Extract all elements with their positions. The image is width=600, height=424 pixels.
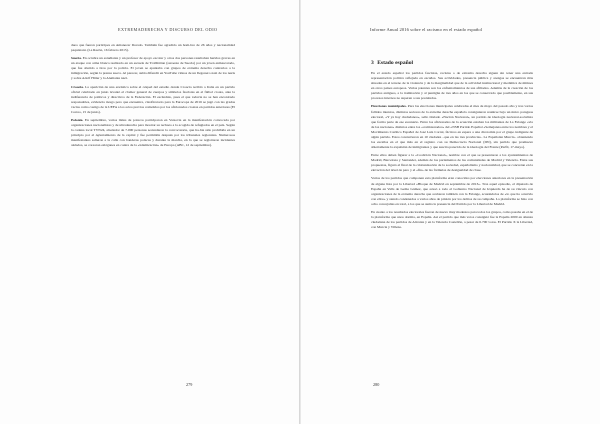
left-page	[0, 0, 299, 424]
section-title: Estado español	[377, 60, 414, 66]
section-number: 3	[371, 60, 374, 66]
running-head: EXTREMADERECHA Y DISCURSO DEL ODIO	[118, 27, 218, 32]
page-number: 280	[373, 382, 380, 387]
paragraph: Varios de los partidos que componen esta plataforma eran conocidos por elecciones anteriores en la presentación de alguna lista por la Libertad «Bloque de Madrid en septiembre de 2013». Tras aquel episodio, el diputado de España en Valls de Gema Gómez, que acusó a todo el Gobierno Nacional de Izquierda ha de su vínculo con organizaciones de la extrema derecha que acabaron también con la Falange, acusándolos de «lo que ha ocurrido con ellos» y siendo condenados a varios años de prisión por los delitos de su campaña. La plataforma se hizo con ocho concejalías en total, a los que se suma la presencia del Partido por la Libertad de Madrid.	[371, 176, 533, 206]
paragraph: Polonia. En septiembre, varios miles de polacos participaron en Varsovia en la manifestación convocada por organizaciones nacionalistas y de ultraderecha para mostrar su rechazo a la acogida de refugiados en el país. Según la cadena local TVN24, alrededor de 7.000 personas secundaron la convocatoria, que ha-bía sido prohibida en un principio por el Ayuntamiento de la capital y fue permitida después por los tribunales regionales. Numerosos manifestantes salieron a la calle con banderas polacas y durante la marcha, en la que se registraron incidentes aislados, se corearon eslóganes en contra de la «islamización» de Europa (ABC, 12 de septiembre).	[71, 118, 235, 148]
paragraph: En cuanto a los resultados electorales fueron de nuevo muy modestos para todos los grupos, como pasaba en el de la plataforma que unos dormía, en España. Así el partido que más votos consiguió fue la España 2000 en alianza ciudadana de los partidos de Alicante y en la Valencia Castellón, a pesar de 6.700 votos. El Partido X la Libertad, con Murcia y Villena.	[371, 209, 533, 230]
page-number: 279	[186, 382, 193, 387]
paragraph: Elecciones municipales. Para las elecciones municipales celebradas el mes de mayo del pasado año y tras varios fallidos intentos, distintos sectores de la extrema derecha española consiguieron reunirse bajo un único paraguas electoral, «Y ya hay ciudadanos», sello titulado «Nación Nacional», un partido de ideología nacional-socialista que forma parte de ese escenario. Entre los aficionados de la ecuación estaban los militantes de La Falange «vía de las naciones» distintos entre los «comisionados» del «NSB Partido Español «Semejanza entre los nombres y el Movimiento Católico Español de José Luis Corral, fácticos en espera a una dicotomía por el grupo indigente de algún partido. Estos concurrieron en 10 ciudades –que en las tres provincias– La Españolan Murcia– obteniendo los escaños en el que más en el registro con su Democracia Nacional (DN), sin partido que promueve abiertamente la expulsión de inmigrantes y que suscita parecido de la ideología del Frente (Perfil, 17-mayo).	[371, 104, 533, 149]
body-text	[371, 71, 533, 233]
section-heading	[371, 60, 413, 66]
paragraph: duos que fueron partícipes en Amanecer Dorado. También fue agredido un hom-bre de 26 años y nacionalidad paquistaní. (La Razón, 16 febrero 2015).	[71, 43, 235, 53]
run-in-heading: Suecia.	[71, 56, 82, 61]
run-in-heading: Croacia.	[71, 84, 84, 89]
run-in-heading: Polonia.	[71, 118, 84, 123]
running-head: Informe Anual 2016 sobre el racismo en el estado español	[370, 27, 483, 32]
right-page	[301, 0, 600, 424]
run-in-heading: Elecciones municipales.	[371, 104, 407, 109]
paragraph: En el estado español los partidos fascistas, racistas o de extrema derecha siguen sin tener una entrada representación política reflejada en escaños. Sus actividades, presencia pública y arengas se encuentran más situadas en el terreno de la violencia y de la marginalidad que de la actividad institucional y mediática de mítines en otros países europeos. Varias patentes son los enfrentamientos de sus afiliados. Además de la creación de los partidos antiguos, a la tramitación y al puntigüe de tres años en los que se conservado que posiblemente, en sus procesos internos no superen a sus postulados.	[371, 71, 533, 101]
paragraph: Suecia. En octubre un estudiante y un profesor de apoyo escolar y otros dos personas resultaban heridos graves en un ataque con arma blanca realizado en un escuela de Trollhättan (suroeste de Suecia) por un joven enmascarado, que fue abatido a tiros por la policía. El joven se apuntaba con grupos de extrema derecha contrarios a la inmigración, según la prensa sueca. Al parecer, subía difundir en YouTube videos de un Ilegonero nazi de los nazis y sobre Adolf Hitler y la Alemania nazi.	[71, 56, 235, 81]
paragraph: Croacia. La aparición de una esvástica sobre el césped del estadio donde Croacia recibió a Italia en un partido oficial celebrado en junio levantó el clamor general de cuerpos y símbolos fascistas en el fútbol croata, ante la indiferencia de políticos y directivos de la Federación. El escándalo, pues el que todavía no se han encontrado responsables, evidencia riesgo pero que encuentra, clasificatorio para la Eurocopa de 2016 se jugó con las gradas vacías como castigo de la UEFA a los actos previos cometidos por los aficionados croatas en partidos anteriores (El Correo, 15 de junio).	[71, 84, 235, 114]
paragraph: Entre ellos deben figurar a la «Coalición Nacional», nombre con el que se presentaron a los ayuntamientos de Madrid, Barcelona y Santander, además de los parlamentos de las comunidades de Madrid y Valencia. Entre sus propuestas, figuró el final de la cristianización de la sociedad, españolismo y nacionalidad, que se concretan en la elevación del nivel de paro y el «fin» de las fórmulas de desigualdad de clase.	[371, 153, 533, 173]
body-text	[71, 43, 235, 152]
